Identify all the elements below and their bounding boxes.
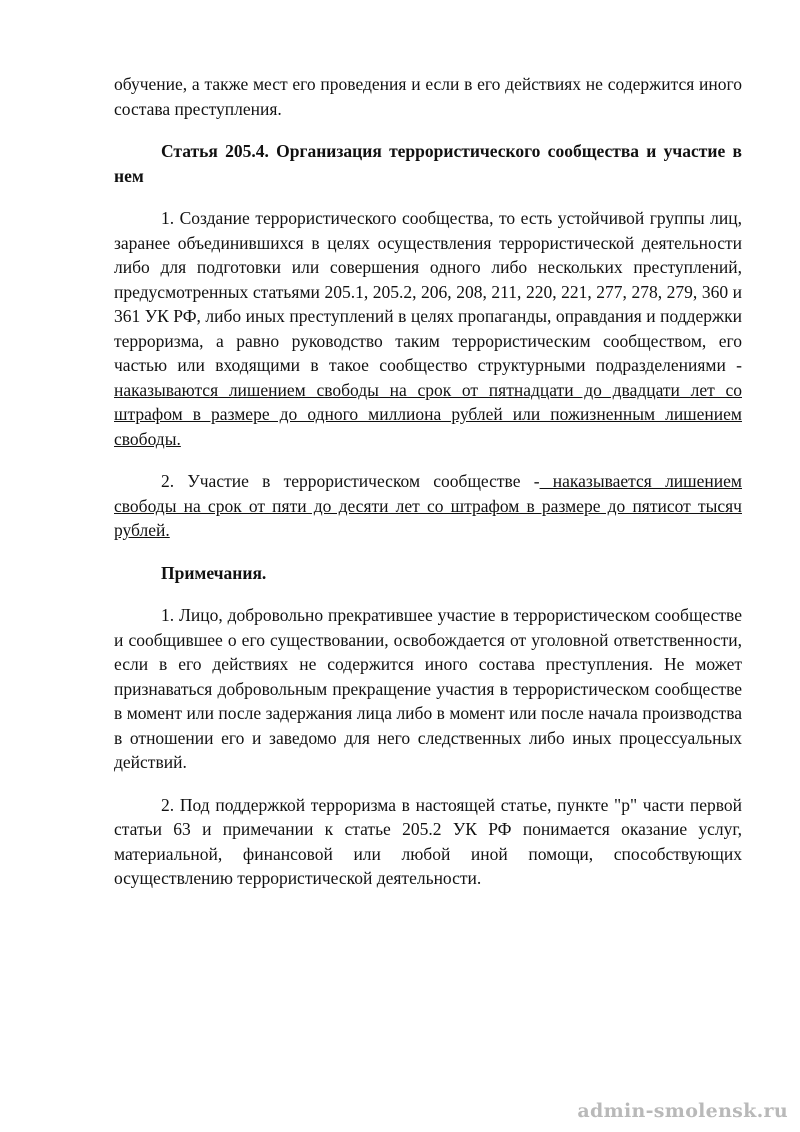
site-watermark: admin-smolensk.ru (577, 1100, 788, 1122)
part2-penalty: наказывается лишением свободы на срок от пяти до десяти лет со штрафом в размере до пятисот тысяч рублей. (114, 471, 742, 540)
article-part-2 (114, 469, 742, 543)
article-heading: Статья 205.4. Организация террористического сообщества и участие в нем (114, 141, 742, 186)
part1-penalty: наказываются лишением свободы на срок от пятнадцати до двадцати лет со штрафом в размере до одного миллиона рублей или пожизненным лишением свободы. (114, 379, 742, 449)
part1-text: 1. Создание террористического сообщества, то есть устойчивой группы лиц, заранее объединившихся в целях осуществления террористической деятельности либо для подготовки или совершения одного либо нескольких преступлений, предусмотренных статьями 205.1, 205.2, 206, 208, 211, 220, 221, 277, 278, 279, 360 и 361 УК РФ, либо иных преступлений в целях пропаганды, оправдания и поддержки терроризма, а равно руководство таким террористическим сообществом, его частью или входящими в такое сообщество структурными подразделениями - (114, 208, 742, 375)
notes-heading: Примечания. (161, 562, 267, 583)
part2-text: 2. Участие в террористическом сообществе - (161, 471, 540, 491)
note-1: 1. Лицо, добровольно прекратившее участие в террористическом сообществе и сообщившее о его существовании, освобождается от уголовной ответственности, если в его действиях не содержится иного состава преступления. Не может признаваться добровольным прекращение участия в террористическом сообществе в момент или после задержания лица либо в момент или после начала производства в отношении его и заведомо для него следственных либо иных процессуальных действий. (114, 605, 742, 772)
document-page (114, 72, 742, 909)
intro-paragraph: обучение, а также мест его проведения и если в его действиях не содержится иного состава преступления. (114, 74, 742, 119)
article-part-1 (114, 206, 742, 451)
note-2: 2. Под поддержкой терроризма в настоящей статье, пункте "р" части первой статьи 63 и примечании к статье 205.2 УК РФ понимается оказание услуг, материальной, финансовой или любой иной помощи, способствующих осуществлению террористической деятельности. (114, 794, 742, 888)
